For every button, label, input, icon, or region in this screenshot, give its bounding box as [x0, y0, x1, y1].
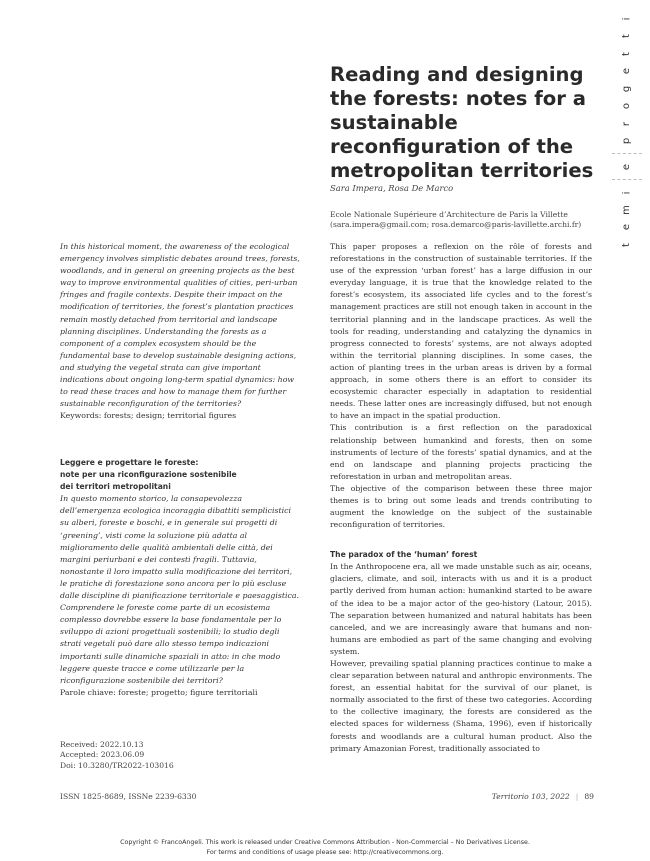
issn: ISSN 1825-8689, ISSNe 2239-6330	[60, 792, 197, 801]
abstract-english	[60, 241, 300, 422]
article-title: Reading and designing the forests: notes for a sustainable reconfiguration of the metropolitan territories	[330, 63, 594, 182]
doi: Doi: 10.3280/TR2022-103016	[60, 760, 174, 770]
affiliation-institution: Ecole Nationale Supérieure d’Architecture de Paris la Villette	[330, 210, 568, 219]
section-heading: The paradox of the ‘human’ forest	[330, 550, 478, 560]
section-tag-letter: g	[620, 85, 632, 92]
body-paragraph: The objective of the comparison between these three major themes is to bring out some leads and trends contributing to augment the knowledge on the subject of the sustainable reconfiguration of territories.	[330, 483, 592, 530]
publication-dates	[60, 740, 300, 771]
section-tag-letter: i	[621, 17, 632, 21]
body-paragraph: In the Anthropocene era, all we made unstable such as air, oceans, glaciers, climate, and soil, interacts with us and it is a product partly derived from human action: humankind started to be aware of the idea to be a major actor of the geo-history (Latour, 2015). The separation between humanized and natural habitats has been canceled, and we are increasingly aware that humans and non-humans are embodied as part of the same changing and evolving system.	[330, 562, 592, 656]
abstract-italian-title-line: dei territori metropolitani	[60, 482, 171, 492]
section-tag-letter: p	[620, 137, 632, 145]
copyright-line: For terms and conditions of usage please see: http://creativecommons.org.	[206, 848, 444, 856]
section-tag-letter: o	[621, 103, 632, 110]
abstract-italian-keywords: Parole chiave: foreste; progetto; figure territoriali	[60, 687, 258, 697]
abstract-italian-title	[60, 457, 300, 493]
abstract-italian-title-line: Leggere e progettare le foreste:	[60, 458, 199, 467]
section-tag-letter: e	[621, 163, 632, 170]
received-date: Received: 2022.10.13	[60, 740, 144, 749]
abstract-italian	[60, 457, 300, 699]
section-tag-letter: r	[621, 121, 632, 126]
section-tag-letter: t	[620, 51, 632, 56]
section-tag-letter: e	[621, 224, 632, 231]
abstract-italian-title-line: note per una riconfigurazione sostenibile	[60, 470, 237, 480]
article-body	[330, 241, 592, 755]
author-affiliation	[330, 210, 620, 230]
journal-name: Territorio 103, 2022	[491, 792, 570, 801]
section-tag-letter: t	[620, 242, 632, 247]
section-spacer	[330, 531, 592, 549]
body-paragraph: However, prevailing spatial planning practices continue to make a clear separation between natural and anthropic environments. The forest, an essential habitat for the survival of our planet, is normally associated to the first of these two categories. According to the collective imaginary, the forests are considered as the elected spaces for wilderness (Shama, 1996), even if historically forests and woodlands are a cultural human product. Also the primary Amazonian Forest, traditionally associated to	[330, 659, 593, 753]
journal-footer	[444, 792, 594, 801]
copyright-notice	[0, 838, 650, 857]
accepted-date: Accepted: 2023.06.09	[60, 750, 145, 760]
abstract-english-text: In this historical moment, the awareness of the ecological emergency involves simplistic debates around trees, forests, woodlands, and in general on greening projects as the best way to improve environmental qualities of cities, peri-urban fringes and fragile contexts. Despite their impact on the modification of territories, the forest’s plantation practices remain mostly detached from territorial and landscape planning disciplines. Understanding the forests as a component of a complex ecosystem should be the fundamental base to develop sustainable designing actions, and studying the vegetal strata can give important indications about ongoing long-term spatial dynamics: how to read these traces and how to manage them for further sustainable reconfiguration of the territories?	[60, 242, 300, 409]
article-authors: Sara Impera, Rosa De Marco	[330, 183, 454, 193]
section-tag-letter: i	[621, 191, 632, 195]
body-paragraph: This contribution is a first reflection on the paradoxical relationship between humankind and forests, then on some instruments of lecture of the forests’ spatial dynamics, and at the end on landscape and planning projects practicing the reforestation in urban and metropolitan areas.	[330, 423, 592, 481]
page-number: 89	[584, 792, 594, 801]
section-tag-letter: e	[621, 68, 632, 75]
body-paragraph: This paper proposes a reflexion on the rôle of forests and reforestations in the construction of sustainable territories. If the use of the expression ‘urban forest’ has a large diffusion in our everyday language, it is true that the knowledge related to the forest’s ecosystem, its associated life cycles and to the forest’s management practices are still not enough taken in account in the territorial planning and in the landscape practices. As well the tools for reading, understanding and catalyzing the dynamics in progress connected to forests’ systems, are not always adopted within the territorial planning disciplines. In some cases, the action of planting trees in the urban areas is driven by a formal approach, in some others there is an effort to consider its ecosystemic character especially in adaptation to residential needs. These latter ones are increasingly diffused, but not enough to have an impact in the spatial production.	[330, 242, 592, 421]
affiliation-emails: (sara.impera@gmail.com; rosa.demarco@paris-lavillette.archi.fr)	[330, 220, 582, 229]
section-tag-letter: t	[620, 34, 632, 39]
footer-separator: |	[575, 792, 579, 801]
section-tag-letter: m	[621, 205, 632, 215]
copyright-line: Copyright © FrancoAngeli. This work is released under Creative Commons Attribution - Non-Commercial – No Derivatives License.	[120, 839, 530, 846]
abstract-english-keywords: Keywords: forests; design; territorial figures	[60, 411, 237, 421]
abstract-italian-text: In questo momento storico, la consapevolezza dell’emergenza ecologica incoraggia dibattiti semplicistici su alberi, foreste e boschi, e in generale sui progetti di ‘greening’, visti come la soluzione più adatta al miglioramento delle qualità ambientali delle città, dei margini periurbani e dei contesti fragili. Tuttavia, nonostante il loro impatto sulla modificazione dei territori, le pratiche di forestazione sono ancora per lo più escluse dalle discipline di pianificazione territoriale e paesaggistica. Comprendere le foreste come parte di un ecosistema complesso dovrebbe essere la base fondamentale per lo sviluppo di azioni progettuali sostenibili; lo studio degli strati vegetali può dare allo stesso tempo indicazioni importanti sulle dinamiche spaziali in atto: in che modo leggere queste tracce e come utilizzarle per la riconfigurazione sostenibile dei territori?	[60, 494, 299, 685]
